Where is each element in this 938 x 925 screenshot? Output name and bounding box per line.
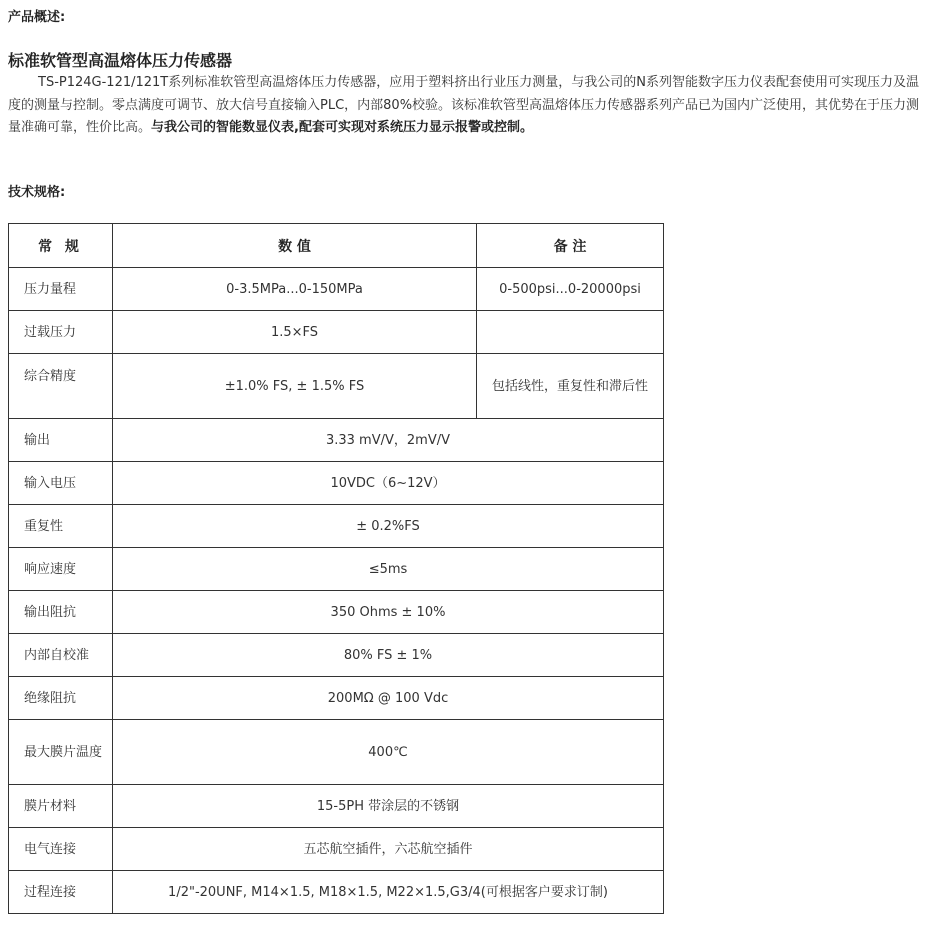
note-cell: 0-500psi...0-20000psi bbox=[477, 268, 664, 311]
value-cell: ≤5ms bbox=[113, 548, 664, 591]
param-cell: 综合精度 bbox=[9, 354, 113, 419]
table-row bbox=[9, 677, 664, 720]
product-description bbox=[8, 72, 926, 140]
product-title: 标准软管型高温熔体压力传感器 bbox=[8, 51, 233, 70]
table-header-row bbox=[9, 224, 664, 268]
header-param: 常 规 bbox=[9, 224, 113, 268]
param-cell: 响应速度 bbox=[9, 548, 113, 591]
param-cell: 膜片材料 bbox=[9, 785, 113, 828]
value-cell: 0-3.5MPa...0-150MPa bbox=[113, 268, 477, 311]
note-cell bbox=[477, 311, 664, 354]
param-cell: 过程连接 bbox=[9, 871, 113, 914]
table-row bbox=[9, 828, 664, 871]
param-cell: 绝缘阻抗 bbox=[9, 677, 113, 720]
value-cell: 400℃ bbox=[113, 720, 664, 785]
value-cell: 1/2"-20UNF, M14×1.5, M18×1.5, M22×1.5,G3/4(可根据客户要求订制) bbox=[113, 871, 664, 914]
table-row bbox=[9, 720, 664, 785]
value-cell: 80% FS ± 1% bbox=[113, 634, 664, 677]
table-row bbox=[9, 634, 664, 677]
param-cell: 电气连接 bbox=[9, 828, 113, 871]
value-cell: 200MΩ @ 100 Vdc bbox=[113, 677, 664, 720]
value-cell: 1.5×FS bbox=[113, 311, 477, 354]
table-row bbox=[9, 311, 664, 354]
table-row bbox=[9, 462, 664, 505]
overview-heading: 产品概述: bbox=[8, 10, 66, 25]
table-row bbox=[9, 354, 664, 419]
value-cell: 350 Ohms ± 10% bbox=[113, 591, 664, 634]
value-cell: 10VDC（6~12V） bbox=[113, 462, 664, 505]
param-cell: 输入电压 bbox=[9, 462, 113, 505]
table-row bbox=[9, 548, 664, 591]
table-row bbox=[9, 785, 664, 828]
table-row bbox=[9, 871, 664, 914]
description-bold-text: 与我公司的智能数显仪表,配套可实现对系统压力显示报警或控制。 bbox=[151, 120, 533, 135]
value-cell: ±1.0% FS, ± 1.5% FS bbox=[113, 354, 477, 419]
table-row bbox=[9, 505, 664, 548]
param-cell: 输出阻抗 bbox=[9, 591, 113, 634]
value-cell: 五芯航空插件，六芯航空插件 bbox=[113, 828, 664, 871]
value-cell: 3.33 mV/V，2mV/V bbox=[113, 419, 664, 462]
description-text: TS-P124G-121/121T系列标准软管型高温熔体压力传感器，应用于塑料挤出行业压力测量，与我公司的N系列智能数字压力仪表配套使用可实现压力及温度的测量与控制。零点满度可调节、放大信号直接输入PLC，内部80%校验。该标准软管型高温熔体压力传感器系列产品已为国内广泛使用，其优势在于压力测量准确可靠，性价比高。 bbox=[8, 75, 920, 135]
table-row bbox=[9, 591, 664, 634]
header-value: 数 值 bbox=[113, 224, 477, 268]
param-cell: 压力量程 bbox=[9, 268, 113, 311]
param-cell: 内部自校准 bbox=[9, 634, 113, 677]
spec-table bbox=[8, 223, 664, 914]
param-cell: 最大膜片温度 bbox=[9, 720, 113, 785]
table-row bbox=[9, 419, 664, 462]
header-note: 备 注 bbox=[477, 224, 664, 268]
note-cell: 包括线性，重复性和滞后性 bbox=[477, 354, 664, 419]
table-row bbox=[9, 268, 664, 311]
spec-heading: 技术规格: bbox=[8, 185, 66, 200]
param-cell: 过载压力 bbox=[9, 311, 113, 354]
param-cell: 重复性 bbox=[9, 505, 113, 548]
value-cell: 15-5PH 带涂层的不锈钢 bbox=[113, 785, 664, 828]
value-cell: ± 0.2%FS bbox=[113, 505, 664, 548]
param-cell: 输出 bbox=[9, 419, 113, 462]
